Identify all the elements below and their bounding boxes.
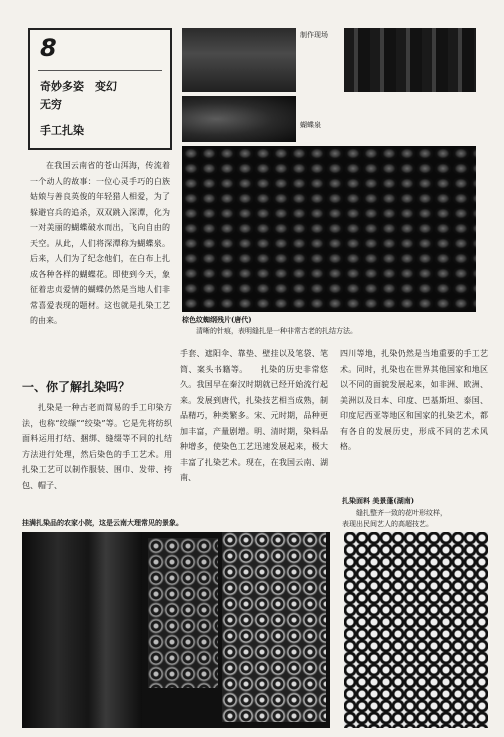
chapter-title-line1: 奇妙多姿 变幻 [40,80,117,93]
silk-fragment-caption-title: 棕色纹蜘纲残片(唐代) [182,315,252,324]
section-paragraph-left: 扎染是一种古老而简易的手工印染方法，也称“绞缬”“绞染”等。它是先将纺织面料运用打结、捆绑、缝缀等不同的扎结方法进行处理，然后染色的手工艺术。用扎染工艺可以制作服装、围巾、发带、挎包、帽子、 [22,403,172,490]
chapter-number: 8 [40,34,57,62]
tablecloth-caption-title: 扎染面料 美景蓬(湖南) [342,496,415,505]
hanging-fabric-2 [222,532,326,722]
workshop-photo-right [344,28,476,92]
chapter-header-box [28,28,172,150]
butterfly-spring-photo [182,96,296,142]
hanging-fabric-1 [148,538,218,688]
workshop-caption: 制作现场 [300,31,328,39]
tablecloth-caption-desc-line1: 缝扎整齐一致的花叶形纹样， [356,509,447,517]
section-paragraph-right: 四川等地，扎染仍然是当地重要的手工艺术。同时，扎染也在世界其他国家和地区以不同的面貌发展起来，如非洲、欧洲、美洲以及日本、印度、巴基斯坦、泰国、印度尼西亚等地区和国家的扎染艺术，都有各自的发展历史，形成不同的艺术风格。 [340,349,488,451]
intro-paragraph: 在我国云南省的苍山洱海，传流着一个动人的故事：一位心灵手巧的白族姑娘与善良英俊的年轻猎人相爱，为了躲避官兵的追杀，双双跳入深潭，化为一对美丽的蝴蝶破水而出，飞向自由的天空。从此，人们将深潭称为蝴蝶泉。后来，人们为了纪念他们，在白布上扎成各种各样的蝴蝶花。即使到今天，象征着忠贞爱情的蝴蝶仍然是当地人们非常喜爱表现的题材。这也就是扎染工艺的由来。 [30,161,170,325]
tablecloth-caption-desc-line2: 表现出民间艺人的高超技艺。 [342,520,433,528]
butterfly-spring-caption: 蝴蝶泉 [300,121,321,129]
section-heading: 一、你了解扎染吗？ [22,380,131,394]
silk-fragment-caption-desc: 清晰的针痕，表明缝扎是一种非常古老的扎结方法。 [196,327,357,335]
silk-fragment-photo [182,146,476,312]
chapter-divider [38,70,162,71]
section-paragraph-mid: 手套、遮阳伞、靠垫、壁挂以及笔袋、笔筒、案头书籍等。 扎染的历史非常悠久。我国早在秦汉时期就已经开始流行起来。发展到唐代，扎染技艺相当成熟，制品精巧，种类繁多。宋、元时期，品种更加丰富，产量剧增。明、清时期，染料品种增多，使染色工艺迅速发展起来，极大丰富了扎染艺术。现在，在我国云南、湖南、 [180,349,328,482]
village-shop-photo [22,532,330,728]
chapter-title-line2: 无穷 [40,98,62,111]
shop-doorway [22,532,142,728]
chapter-title-line3: 手工扎染 [40,124,84,137]
workshop-photo [182,28,296,92]
village-shop-caption: 挂满扎染品的农家小院，这是云南大理常见的景象。 [22,518,183,527]
tablecloth-photo [344,532,488,728]
